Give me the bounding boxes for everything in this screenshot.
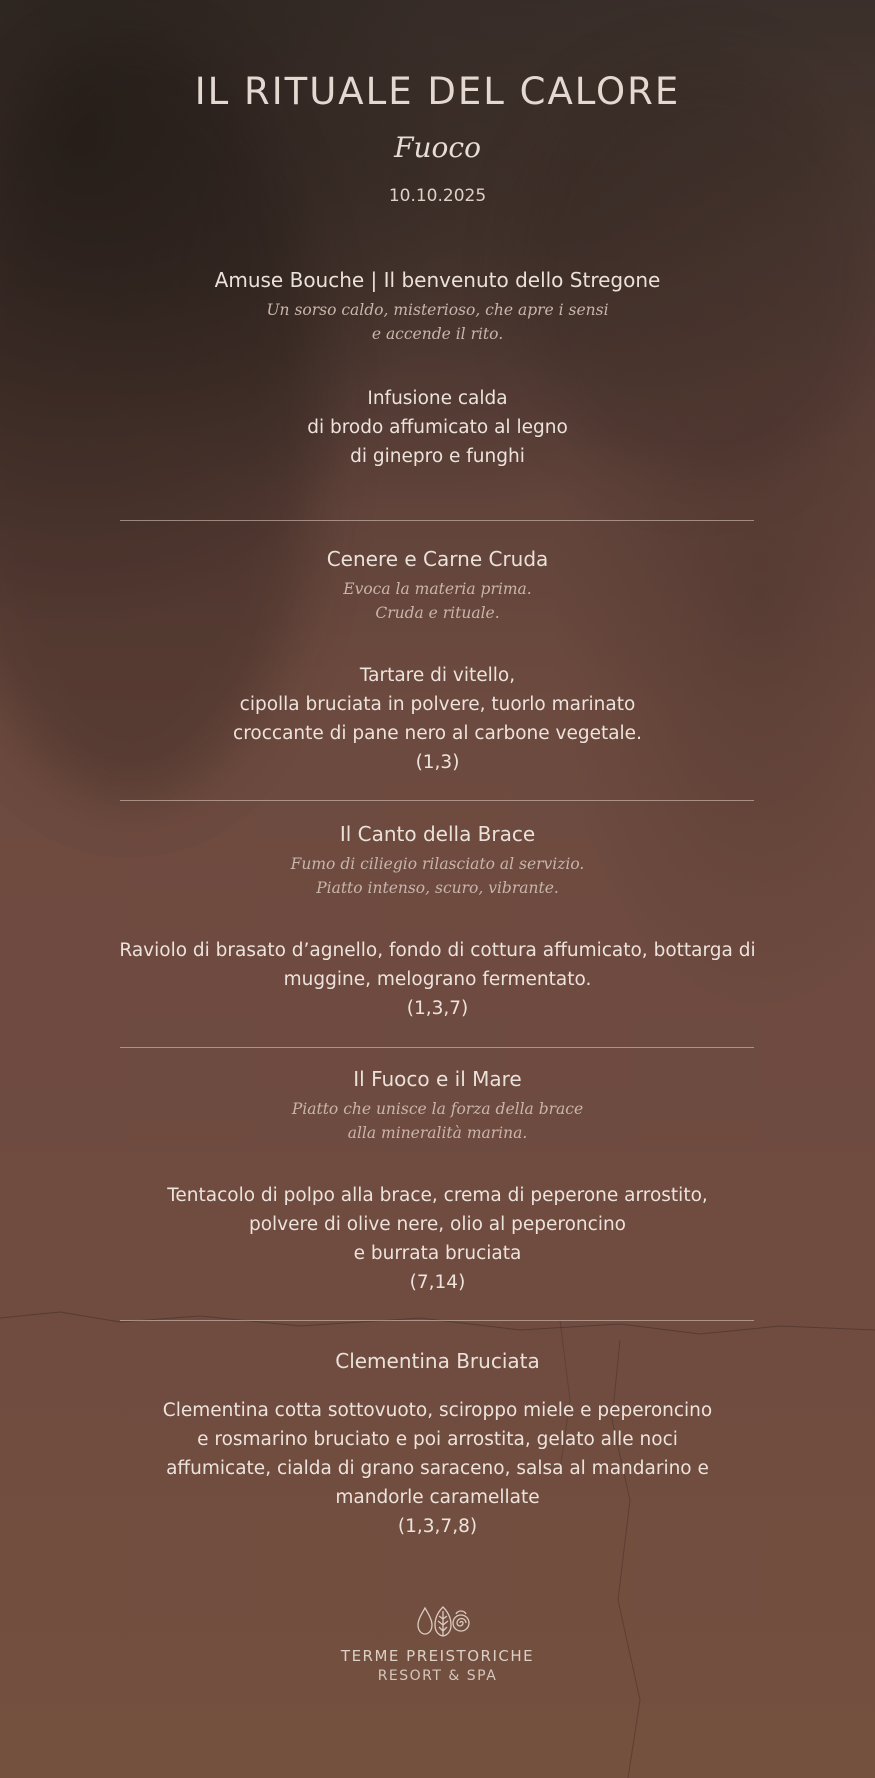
divider bbox=[120, 1047, 754, 1048]
menu-date: 10.10.2025 bbox=[388, 186, 487, 206]
course-name: Il Canto della Brace bbox=[339, 822, 536, 846]
course-note: Un sorso caldo, misterioso, che apre i sensi e accende il rito. bbox=[266, 301, 609, 343]
course-note: Evoca la materia prima. Cruda e rituale. bbox=[343, 580, 532, 622]
divider bbox=[120, 800, 754, 801]
allergens: (1,3,7,8) bbox=[397, 1516, 478, 1537]
divider bbox=[120, 520, 754, 521]
spiral-icon bbox=[453, 1611, 469, 1631]
course-name: Amuse Bouche | Il benvenuto dello Stregone bbox=[214, 268, 661, 292]
leaf-icon bbox=[435, 1607, 451, 1636]
course-note: Piatto che unisce la forza della brace alla mineralità marina. bbox=[291, 1100, 584, 1142]
course-description: Infusione calda di brodo affumicato al legno di ginepro e funghi bbox=[307, 388, 568, 467]
course-name: Cenere e Carne Cruda bbox=[326, 547, 549, 571]
allergens: (1,3,7) bbox=[406, 998, 469, 1019]
allergens: (1,3) bbox=[415, 752, 460, 773]
allergens: (7,14) bbox=[409, 1272, 466, 1293]
course-name: Clementina Bruciata bbox=[335, 1349, 540, 1373]
course-description: Tartare di vitello, cipolla bruciata in polvere, tuorlo marinato croccante di pane nero al carbone vegetale. (1,3) bbox=[0, 661, 875, 777]
course-note: Fumo di ciliegio rilasciato al servizio. Piatto intenso, scuro, vibrante. bbox=[290, 855, 585, 897]
menu-subtitle: Fuoco bbox=[394, 131, 481, 164]
menu-title: IL RITUALE DEL CALORE bbox=[194, 70, 681, 113]
course-description: Clementina cotta sottovuoto, sciroppo miele e peperoncino e rosmarino bruciato e poi arrostita, gelato alle noci affumicate, cialda di grano saraceno, salsa al mandarino e mandorle caramellate (1,3,7,8) bbox=[0, 1396, 875, 1541]
brand-logo bbox=[416, 1605, 470, 1639]
course-description: Raviolo di brasato d’agnello, fondo di cottura affumicato, bottarga di muggine, melograno fermentato. (1,3,7) bbox=[0, 936, 875, 1023]
drop-icon bbox=[418, 1608, 432, 1634]
course-description: Tentacolo di polpo alla brace, crema di peperone arrostito, polvere di olive nere, olio al peperoncino e burrata bruciata (7,14) bbox=[0, 1181, 875, 1297]
brand-name: TERME PREISTORICHE bbox=[340, 1647, 535, 1665]
divider bbox=[120, 1320, 754, 1321]
brand-subtitle: RESORT & SPA bbox=[377, 1668, 498, 1684]
course-name: Il Fuoco e il Mare bbox=[353, 1067, 522, 1091]
